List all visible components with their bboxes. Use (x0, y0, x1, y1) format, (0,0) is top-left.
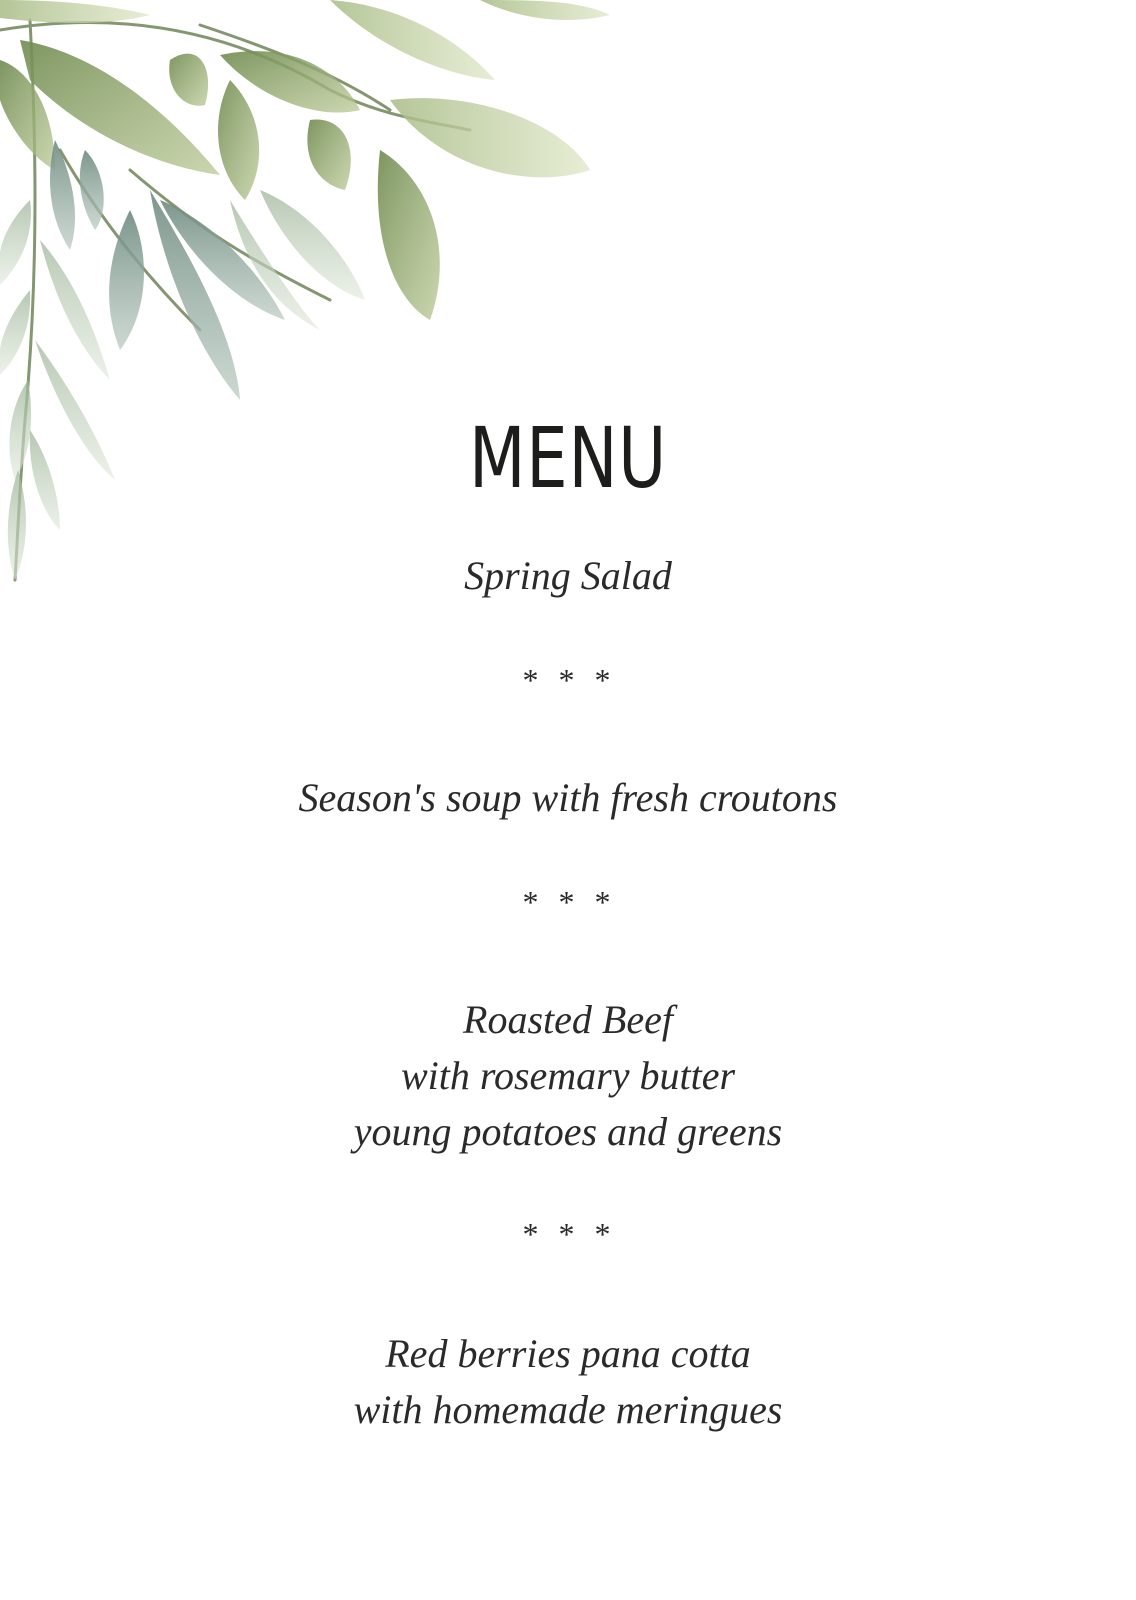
watercolor-leaves-illustration (0, 0, 640, 620)
course-3-line-1: Roasted Beef (463, 997, 673, 1042)
course-4-line-2: with homemade meringues (353, 1387, 783, 1432)
course-4-line-1: Red berries pana cotta (385, 1331, 751, 1376)
course-3-line-2: with rosemary butter (400, 1053, 736, 1098)
separator-1: * * * (521, 662, 615, 698)
course-2-line-1: Season's soup with fresh croutons (298, 775, 838, 820)
menu-title: MENU (468, 409, 668, 507)
course-1-line-1: Spring Salad (464, 553, 672, 598)
course-3-line-3: young potatoes and greens (353, 1109, 783, 1154)
separator-2: * * * (521, 884, 615, 920)
separator-3: * * * (521, 1216, 615, 1252)
